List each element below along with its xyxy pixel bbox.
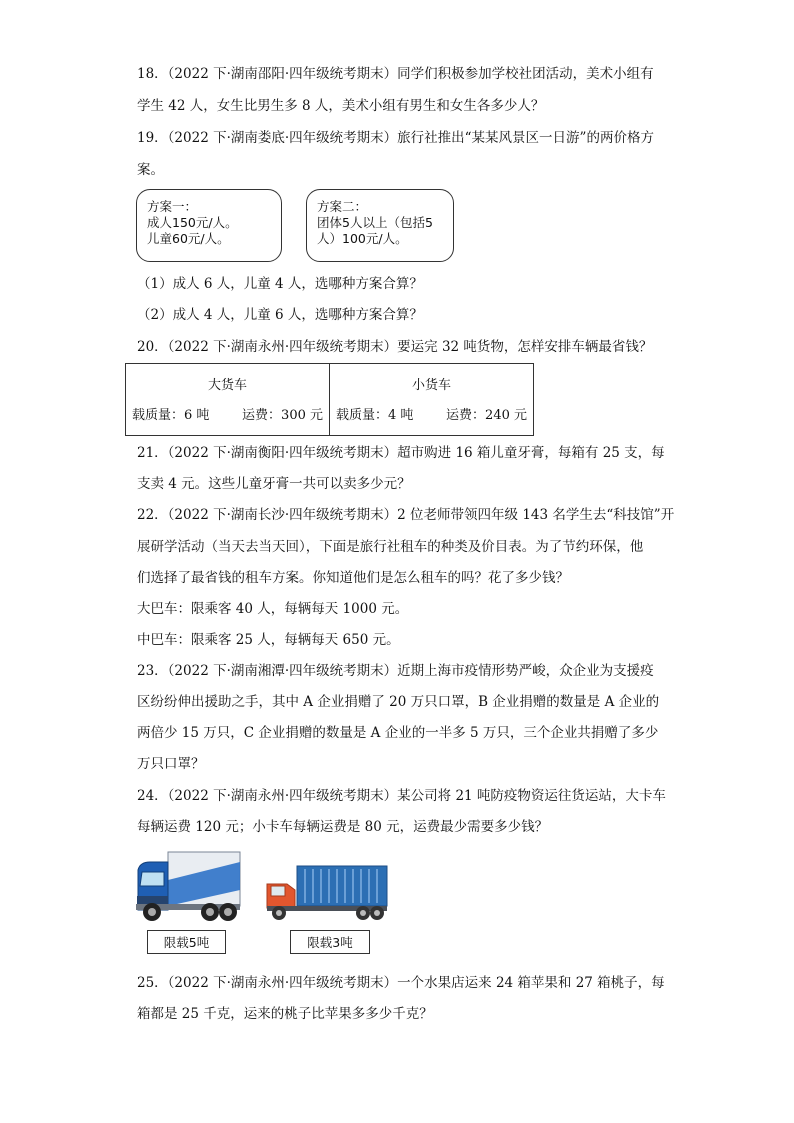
q19-sub-question-1: （1）成人 6 人，儿童 4 人，选哪种方案合算？ — [137, 276, 423, 292]
q22-line-3: 们选择了最省钱的租车方案。你知道他们是怎么租车的吗？花了多少钱？ — [137, 570, 569, 586]
q24-line-2: 每辆运费 120 元；小卡车每辆运费是 80 元，运费最少需要多少钱？ — [137, 819, 549, 835]
plan-two-rule-line-1: 团体5人以上（包括5 — [317, 215, 433, 230]
q23-line-4: 万只口罩？ — [137, 756, 205, 772]
plan-one-adult-price: 成人150元/人。 — [147, 215, 238, 230]
big-truck-image — [134, 850, 242, 924]
q24-line-1: 24．（2022 下·湖南永州·四年级统考期末）某公司将 21 吨防疫物资运往货运站，大卡车 — [137, 788, 666, 804]
q22-line-1: 22．（2022 下·湖南长沙·四年级统考期末）2 位老师带领四年级 143 名学生去“科技馆”开 — [137, 507, 675, 523]
small-truck-name: 小货车 — [411, 378, 451, 393]
small-truck-image — [265, 864, 389, 922]
q23-line-1: 23．（2022 下·湖南湘潭·四年级统考期末）近期上海市疫情形势严峻，众企业为支援疫 — [137, 663, 654, 679]
q23-line-2: 区纷纷伸出援助之手，其中 A 企业捐赠了 20 万只口罩，B 企业捐赠的数量是 A 企业的 — [137, 694, 660, 710]
q21-line-2: 支卖 4 元。这些儿童牙膏一共可以卖多少元？ — [137, 476, 411, 492]
small-truck-fee: 运费：240 元 — [446, 408, 527, 423]
q19-line-2: 案。 — [137, 162, 164, 178]
big-truck-fee: 运费：300 元 — [242, 408, 323, 423]
q22-line-4: 大巴车：限乘客 40 人，每辆每天 1000 元。 — [137, 601, 409, 617]
plan-one-child-price: 儿童60元/人。 — [147, 231, 230, 246]
q22-line-2: 展研学活动（当天去当天回），下面是旅行社租车的种类及价目表。为了节约环保，他 — [137, 539, 644, 555]
q19-sub-question-2: （2）成人 4 人，儿童 6 人，选哪种方案合算？ — [137, 307, 423, 323]
q23-line-3: 两倍少 15 万只，C 企业捐赠的数量是 A 企业的一半多 5 万只，三个企业共捐赠了多少 — [137, 725, 659, 741]
q18-line-1: 18．（2022 下·湖南邵阳·四年级统考期末）同学们积极参加学校社团活动，美术小组有 — [137, 66, 654, 82]
small-truck-limit-label: 限载3吨 — [290, 930, 370, 954]
q21-line-1: 21．（2022 下·湖南衡阳·四年级统考期末）超市购进 16 箱儿童牙膏，每箱有 25 支，每 — [137, 445, 665, 461]
plan-one-title: 方案一： — [147, 199, 198, 214]
big-truck-cell — [126, 364, 330, 436]
q25-line-1: 25．（2022 下·湖南永州·四年级统考期末）一个水果店运来 24 箱苹果和 27 箱桃子，每 — [137, 975, 665, 991]
truck-comparison-table — [125, 363, 534, 436]
plan-two-box — [306, 189, 454, 262]
q18-line-2: 学生 42 人，女生比男生多 8 人，美术小组有男生和女生各多少人？ — [137, 98, 545, 114]
plan-two-rule-line-2: 人）100元/人。 — [317, 231, 408, 246]
q25-line-2: 箱都是 25 千克，运来的桃子比苹果多多少千克？ — [137, 1006, 433, 1022]
q22-line-5: 中巴车：限乘客 25 人，每辆每天 650 元。 — [137, 632, 400, 648]
big-truck-limit-label: 限载5吨 — [147, 930, 226, 954]
big-truck-load: 载质量：6 吨 — [132, 408, 210, 423]
plan-one-box — [136, 189, 282, 262]
small-truck-load: 载质量：4 吨 — [336, 408, 414, 423]
big-truck-name: 大货车 — [207, 378, 247, 393]
plan-two-title: 方案二： — [317, 199, 368, 214]
q19-line-1: 19．（2022 下·湖南娄底·四年级统考期末）旅行社推出“某某风景区一日游”的两价格方 — [137, 130, 654, 146]
q20-line-1: 20．（2022 下·湖南永州·四年级统考期末）要运完 32 吨货物，怎样安排车辆最省钱？ — [137, 339, 653, 355]
small-truck-cell — [330, 364, 534, 436]
